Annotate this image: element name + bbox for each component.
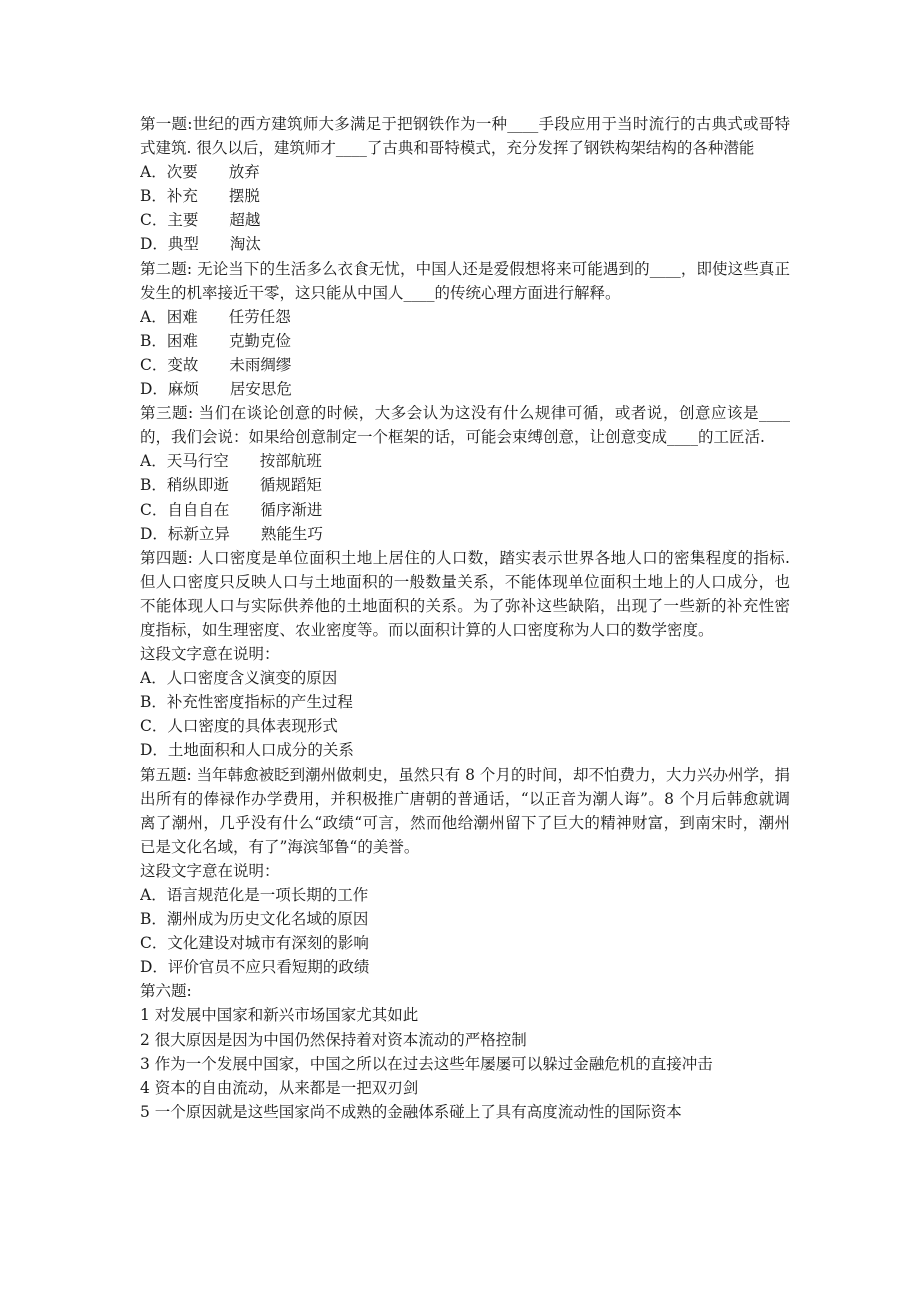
question-1-option-a: A．次要 放弃 — [140, 163, 260, 182]
question-4-stem: 第四题: 人口密度是单位面积土地上居住的人口数，踏实表示世界各地人口的密集程度的指标. 但人口密度只反映人口与土地面积的一般数量关系，不能体现单位面积土地上的人口成分，也不能体现人口与实际供养他的土地面积的关系。为了弥补这些缺陷，出现了一些新的补充性密度指标，如生理密度、农业密度等。而以面积计算的人口密度称为人口的数学密度。 — [140, 548, 790, 639]
question-3-stem: 第三题: 当们在谈论创意的时候，大多会认为这没有什么规律可循，或者说，创意应该是____的，我们会说：如果给创意制定一个框架的话，可能会束缚创意，让创意变成____的工匠活. — [140, 404, 790, 447]
question-4-prompt: 这段文字意在说明： — [140, 645, 280, 664]
question-6-sentence-1: 1 对发展中国家和新兴市场国家尤其如此 — [140, 1006, 419, 1025]
question-5-stem: 第五题: 当年韩愈被眨到潮州做刺史，虽然只有 8 个月的时间，却不怕费力，大力兴办州学，捐出所有的俸禄作办学费用，并积极推广唐朝的普通话，“以正音为潮人诲”。8 个月后韩愈就调离了潮州，几乎没有什么“政绩“可言，然而他给潮州留下了巨大的精神财富，到南宋时，潮州已是文化名域，有了”海滨邹鲁“的美誉。 — [140, 765, 790, 856]
question-3-option-b: B．稍纵即逝 循规蹈矩 — [140, 476, 322, 495]
question-6-sentence-5: 5 一个原因就是这些国家尚不成熟的金融体系碰上了具有高度流动性的国际资本 — [140, 1102, 682, 1121]
question-3-option-c: C．自自自在 循序渐进 — [140, 500, 323, 519]
question-6-stem: 第六题: — [140, 982, 192, 1001]
question-2-stem: 第二题: 无论当下的生活多么衣食无忧，中国人还是爱假想将来可能遇到的____，即使这些真正发生的机率接近干零，这只能从中国人____的传统心理方面进行解释。 — [140, 259, 790, 302]
question-6-sentence-2: 2 很大原因是因为中国仍然保持着对资本流动的严格控制 — [140, 1030, 527, 1049]
question-1-option-c: C．主要 超越 — [140, 211, 261, 230]
question-3-option-a: A．天马行空 按部航班 — [140, 452, 322, 471]
question-3-option-d: D．标新立异 熟能生巧 — [140, 524, 323, 543]
question-1-option-b: B．补充 摆脱 — [140, 187, 260, 206]
question-5-option-c: C．文化建设对城市有深刻的影响 — [140, 934, 369, 953]
question-2-option-d: D．麻烦 居安思危 — [140, 380, 292, 399]
question-1-stem: 第一题:世纪的西方建筑师大多满足于把钢铁作为一种____手段应用于当时流行的古典式或哥特式建筑. 很久以后，建筑师才____了古典和哥特模式，充分发挥了钢铁构架结构的各种潜能 — [140, 115, 790, 158]
document-page — [140, 112, 790, 1124]
question-6-sentence-4: 4 资本的自由流动，从来都是一把双刃剑 — [140, 1078, 419, 1097]
question-4-option-d: D．土地面积和人口成分的关系 — [140, 741, 354, 760]
question-2-option-c: C．变故 未雨绸缪 — [140, 355, 292, 374]
question-5-option-d: D．评价官员不应只看短期的政绩 — [140, 958, 370, 977]
question-2-option-b: B．困难 克勤克俭 — [140, 331, 291, 350]
question-4-option-a: A．人口密度含义演变的原因 — [140, 669, 338, 688]
question-5-option-b: B．潮州成为历史文化名域的原因 — [140, 910, 369, 929]
question-2-option-a: A．困难 任劳任怨 — [140, 307, 291, 326]
question-5-option-a: A．语言规范化是一项长期的工作 — [140, 886, 369, 904]
question-4-option-c: C．人口密度的具体表现形式 — [140, 717, 338, 736]
question-1-option-d: D．典型 淘汰 — [140, 235, 261, 254]
question-4-option-b: B．补充性密度指标的产生过程 — [140, 693, 353, 712]
question-6-sentence-3: 3 作为一个发展中国家，中国之所以在过去这些年屡屡可以躲过金融危机的直接冲击 — [140, 1054, 713, 1073]
question-5-prompt: 这段文字意在说明： — [140, 861, 280, 880]
